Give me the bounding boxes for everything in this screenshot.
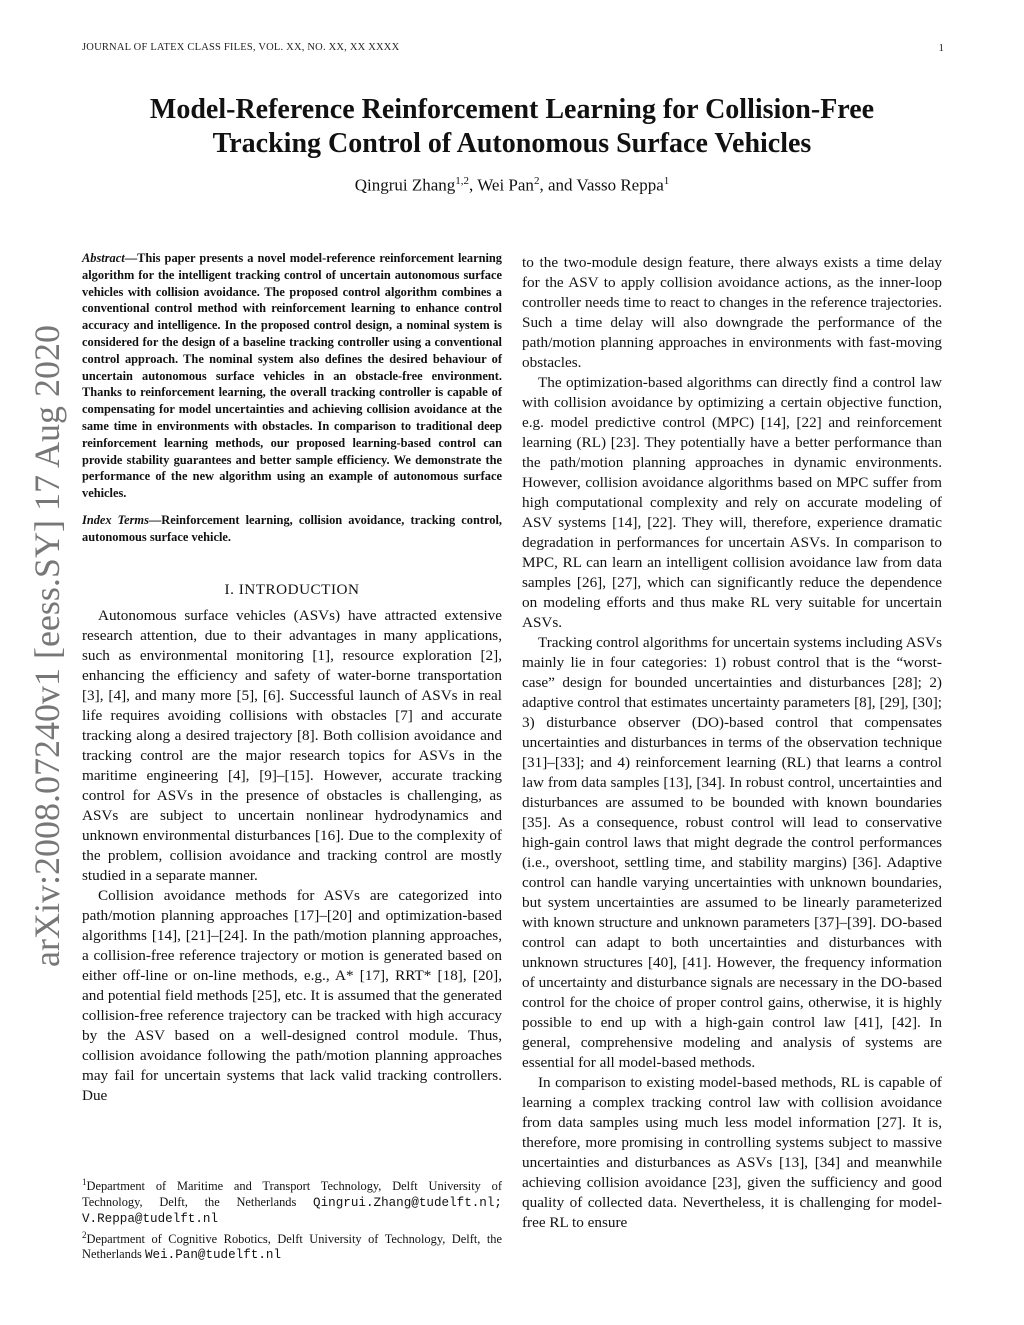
abstract (82, 250, 502, 502)
footnote-2-email[interactable]: Wei.Pan@tudelft.nl (144, 1248, 282, 1263)
index-terms-text: —Reinforcement learning, collision avoidance, tracking control, autonomous surface vehicle. (82, 512, 502, 544)
index-terms (82, 512, 502, 546)
right-paragraph-4: In comparison to existing model-based methods, RL is capable of learning a complex tracking control law with collision avoidance from data samples using much less model information [27]. It is, therefore, more promising in controlling systems subject to massive uncertainties and disturbances as ASVs [13], [34] and meanwhile achieving collision avoidance [23], given the sufficiency and good quality of collected data. Nevertheless, it is challenging for model-free RL to ensure (522, 1074, 942, 1231)
author-3: and Vasso Reppa (547, 175, 664, 195)
footnote-2 (82, 1228, 502, 1264)
intro-paragraph-1: Autonomous surface vehicles (ASVs) have attracted extensive research attention, due to their advantages in many applications, such as environmental monitoring [1], resource exploration [2], enhancing the efficiency and safety of water-borne transportation [3], [4], and many more [5], [6]. Successful launch of ASVs in real life requires avoiding collisions with obstacles [7] and accurate tracking along a desired trajectory [8]. Both collision avoidance and tracking control are the major research topics for ASVs in the maritime engineering [4], [9]–[15]. However, accurate tracking control for ASVs in the presence of obstacles is challenging, as ASVs are subject to uncertain nonlinear hydrodynamics and unknown environmental disturbances [16]. Due to the complexity of the problem, collision avoidance and tracking control are mostly studied in a separate manner. (82, 606, 502, 884)
abstract-text: —This paper presents a novel model-reference reinforcement learning algorithm for the intelligent tracking control of uncertain autonomous surface vehicles with collision avoidance. The proposed control algorithm combines a conventional control method with reinforcement learning to enhance control accuracy and intelligence. In the proposed control design, a nominal system is considered for the design of a baseline tracking controller using a conventional control approach. The nominal system also defines the desired behaviour of uncertain autonomous surface vehicles in an obstacle-free environment. Thanks to reinforcement learning, the overall tracking controller is capable of compensating for model uncertainties and achieving collision avoidance at the same time in environments with obstacles. In comparison to traditional deep reinforcement learning methods, our proposed learning-based control can provide stability guarantees and better sample efficiency. We demonstrate the performance of the new algorithm using an example of autonomous surface vehicles. (82, 251, 502, 501)
author-2-affil: 2 (533, 175, 540, 187)
footnote-1-email-2[interactable]: V.Reppa@tudelft.nl (82, 1212, 219, 1227)
page-number: 1 (938, 42, 944, 54)
author-list: Qingrui Zhang$^{1,2}$, Wei Pan$^2$, and Vasso Reppa$^1$ (354, 175, 670, 195)
paper-title (82, 93, 942, 161)
footnote-1-email-1[interactable]: Qingrui.Zhang@tudelft.nl; (313, 1195, 502, 1210)
intro-paragraph-2: Collision avoidance methods for ASVs are categorized into path/motion planning approaches [17]–[20] and optimization-based algorithms [14], [21]–[24]. In the path/motion planning approaches, a collision-free reference trajectory or motion is generated based on either off-line or on-line methods, e.g., A* [17], RRT* [18], [20], and potential field methods [25], etc. It is assumed that the generated collision-free reference trajectory can be tracked with high accuracy by the ASV based on a well-designed control module. Thus, collision avoidance following the path/motion planning approaches may fail for uncertain systems that lack valid tracking controllers. Due (82, 886, 502, 1104)
arxiv-stamp: arXiv:2008.07240v1 [eess.SY] 17 Aug 2020 (27, 325, 67, 967)
title-line-1: Model-Reference Reinforcement Learning for Collision-Free (149, 94, 875, 125)
author-2: Wei Pan (477, 175, 534, 195)
footnote-1-mark: 1 (82, 1177, 87, 1187)
footnote-1 (82, 1175, 502, 1228)
footnotes (82, 1175, 502, 1264)
footnote-2-text: Department of Cognitive Robotics, Delft University of Technology, Delft, the Netherlands (82, 1231, 502, 1262)
right-column (522, 253, 942, 1233)
author-3-affil: 1 (663, 175, 670, 187)
right-paragraph-3: Tracking control algorithms for uncertain systems including ASVs mainly lie in four categories: 1) robust control that is the “worst-case” design for bounded uncertainties and disturbances [28]; 2) adaptive control that estimates uncertainty parameters [8], [29], [30]; 3) disturbance observer (DO)-based control that compensates uncertainties and disturbances in terms of the observation technique [31]–[33]; and 4) reinforcement learning (RL) that learns a control law from data samples [13], [34]. In robust control, uncertainties and disturbances are assumed to be bounded with known boundaries [35]. As a consequence, robust control will lead to conservative high-gain control laws that might degrade the control performances (i.e., overshoot, settling time, and stability margins) [36]. Adaptive control can handle varying uncertainties with unknown boundaries, but system uncertainties are assumed to be linearly parameterized with known structure and unknown parameters [37]–[39]. DO-based control can adapt to both uncertainties and disturbances with unknown structures [40], [41]. However, the frequency information of uncertainty and disturbance signals are necessary in the DO-based control for the choice of proper control gains, otherwise, it is highly possible to end up with a high-gain control law [41], [42]. In general, comprehensive modeling and analysis of systems are essential for all model-based methods. (522, 634, 942, 1071)
running-header: JOURNAL OF LATEX CLASS FILES, VOL. XX, NO. XX, XX XXXX (82, 42, 400, 53)
index-terms-label: Index Terms (82, 512, 149, 527)
right-paragraph-2: The optimization-based algorithms can directly find a control law with collision avoidance by optimizing a certain objective function, e.g. model predictive control (MPC) [14], [22] and reinforcement learning (RL) [23]. They potentially have a better performance than the path/motion planning approaches in dynamic environments. However, collision avoidance algorithms based on MPC suffer from high computational complexity and rely on accurate modeling of ASV systems [14], [22]. They will, therefore, experience dramatic degradation in performances for uncertain ASVs. In comparison to MPC, RL can learn an intelligent collision avoidance law from data samples [26], [27], which can significantly reduce the dependence on modeling efforts and thus make RL very suitable for uncertain ASVs. (522, 374, 942, 631)
left-column (82, 250, 502, 1106)
section-heading-introduction: I. INTRODUCTION (224, 580, 360, 598)
right-paragraph-1: to the two-module design feature, there always exists a time delay for the ASV to apply collision avoidance actions, as the inner-loop controller needs time to react to changes in the reference trajectories. Such a time delay will also downgrade the performance of the path/motion planning approaches in environments with fast-moving obstacles. (522, 254, 942, 371)
footnote-2-mark: 2 (82, 1229, 87, 1240)
footnote-1-text: Department of Maritime and Transport Technology, Delft University of Technology, Delft, the Netherlands (82, 1179, 502, 1209)
abstract-label: Abstract (82, 251, 125, 265)
title-line-2: Tracking Control of Autonomous Surface Vehicles (212, 128, 812, 159)
author-1-affil: 1,2 (455, 175, 470, 187)
author-1: Qingrui Zhang (354, 175, 456, 195)
